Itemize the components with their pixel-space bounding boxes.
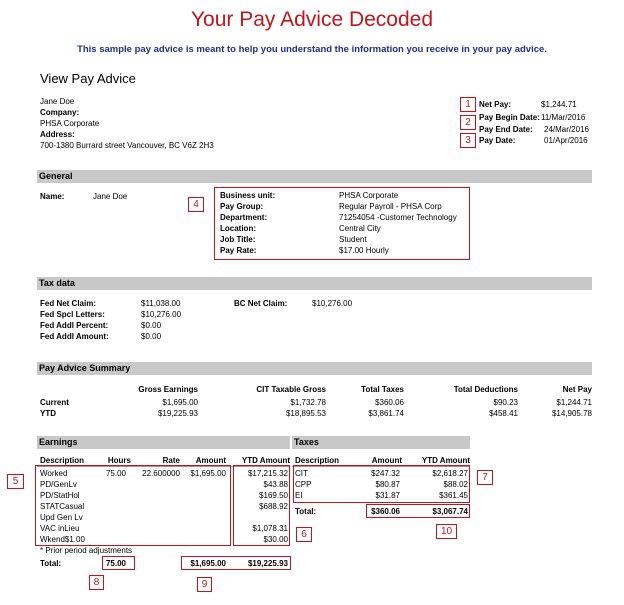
- pay-begin-value: 11/Mar/2016: [541, 113, 586, 122]
- detail-label-business-unit: Business unit:: [220, 191, 276, 200]
- page-subtitle: This sample pay advice is meant to help you understand the information you receive in your pay advice.: [77, 44, 547, 55]
- earnings-note: * Prior period adjustments: [40, 546, 133, 555]
- detail-label-pay-group: Pay Group:: [220, 202, 264, 211]
- detail-label-department: Department:: [220, 213, 268, 222]
- earnings-total-label: Total:: [40, 559, 62, 568]
- detail-label-location: Location:: [220, 224, 256, 233]
- summary-cell: $1,695.00: [162, 398, 198, 407]
- summary-cell: $19,225.93: [157, 409, 198, 418]
- summary-cell: $360.06: [375, 398, 404, 407]
- callout-9: 9: [197, 577, 212, 592]
- earnings-row-desc: Upd Gen Lv: [40, 513, 83, 522]
- summary-header: Pay Advice Summary: [37, 362, 592, 375]
- tax-value-bc-net-claim: $10,276.00: [312, 299, 353, 308]
- summary-row-ytd: YTD: [40, 409, 56, 418]
- pay-end-value: 24/Mar/2016: [544, 125, 589, 134]
- general-name-label: Name:: [40, 192, 65, 201]
- earnings-header: Earnings: [37, 436, 290, 449]
- employee-name: Jane Doe: [40, 97, 75, 106]
- taxes-row-desc: CPP: [295, 480, 312, 489]
- company-value: PHSA Corporate: [40, 119, 100, 128]
- callout-2: 2: [460, 115, 476, 130]
- earnings-row-ytd: $169.50: [259, 491, 288, 500]
- summary-cell: $458.41: [489, 409, 518, 418]
- tax-value-fed-addl-percent: $0.00: [141, 321, 162, 330]
- taxes-col-amount: Amount: [371, 456, 402, 465]
- pay-end-label: Pay End Date:: [479, 125, 533, 134]
- page-title: Your Pay Advice Decoded: [190, 8, 434, 31]
- detail-value-department: 71254054 -Customer Technology: [339, 213, 457, 222]
- summary-row-current: Current: [40, 398, 69, 407]
- taxes-row-amount: $247.32: [371, 469, 400, 478]
- taxes-total-label: Total:: [295, 507, 317, 516]
- taxes-row-desc: EI: [295, 491, 303, 500]
- tax-value-fed-spcl-letters: $10,276.00: [141, 310, 182, 319]
- summary-cell: $90.23: [493, 398, 518, 407]
- summary-cell: $18,895.53: [285, 409, 326, 418]
- taxes-col-ytd: YTD Amount: [421, 456, 470, 465]
- callout-1: 1: [460, 97, 476, 112]
- general-name-value: Jane Doe: [93, 192, 128, 201]
- tax-label-fed-addl-amount: Fed Addl Amount:: [40, 332, 109, 341]
- earnings-col-rate: Rate: [162, 456, 180, 465]
- summary-col-netpay: Net Pay: [562, 385, 592, 394]
- summary-cell: $1,244.71: [556, 398, 592, 407]
- pay-begin-label: Pay Begin Date:: [479, 113, 540, 122]
- earnings-row-hours: 75.00: [105, 469, 126, 478]
- earnings-row-rate: 22.600000: [142, 469, 180, 478]
- tax-label-fed-addl-percent: Fed Addl Percent:: [40, 321, 109, 330]
- net-pay-label: Net Pay:: [479, 100, 512, 109]
- taxes-row-amount: $31.87: [375, 491, 400, 500]
- earnings-row-desc: VAC inLieu: [40, 524, 80, 533]
- net-pay-value: $1,244.71: [541, 100, 577, 109]
- summary-col-gross: Gross Earnings: [138, 385, 198, 394]
- earnings-row-desc: PD/GenLv: [40, 480, 77, 489]
- detail-label-job-title: Job Title:: [220, 235, 256, 244]
- earnings-col-ytd: YTD Amount: [241, 456, 290, 465]
- earnings-total-amount: $1,695.00: [190, 559, 226, 568]
- company-label: Company:: [40, 108, 80, 117]
- general-header: General: [37, 170, 592, 183]
- section-heading: View Pay Advice: [40, 71, 136, 86]
- taxes-total-ytd: $3,067.74: [432, 507, 468, 516]
- address-value: 700-1380 Burrard street Vancouver, BC V6Z 2H3: [40, 141, 214, 150]
- taxes-header: Taxes: [292, 436, 470, 449]
- tax-value-fed-addl-amount: $0.00: [141, 332, 162, 341]
- summary-col-deductions: Total Deductions: [453, 385, 518, 394]
- callout-7: 7: [477, 470, 493, 485]
- callout-4: 4: [188, 197, 204, 212]
- taxes-col-description: Description: [295, 456, 340, 465]
- taxes-row-ytd: $2,618.27: [432, 469, 468, 478]
- address-label: Address:: [40, 130, 75, 139]
- earnings-col-description: Description: [40, 456, 85, 465]
- detail-label-pay-rate: Pay Rate:: [220, 246, 257, 255]
- earnings-row-amount: $1,695.00: [190, 469, 226, 478]
- earnings-row-desc: STATCasual: [40, 502, 85, 511]
- summary-cell: $3,861.74: [368, 409, 404, 418]
- earnings-total-hours: 75.00: [105, 559, 126, 568]
- tax-label-fed-net-claim: Fed Net Claim:: [40, 299, 97, 308]
- earnings-row-ytd: $1,078.31: [252, 524, 288, 533]
- detail-value-pay-group: Regular Payroll - PHSA Corp: [339, 202, 442, 211]
- detail-value-job-title: Student: [339, 235, 367, 244]
- pay-date-label: Pay Date:: [479, 136, 516, 145]
- taxes-row-desc: CIT: [295, 469, 308, 478]
- summary-cell: $14,905.78: [551, 409, 592, 418]
- callout-6: 6: [296, 527, 312, 542]
- callout-8: 8: [89, 575, 104, 590]
- summary-col-cit: CIT Taxable Gross: [256, 385, 326, 394]
- tax-label-bc-net-claim: BC Net Claim:: [234, 299, 288, 308]
- tax-value-fed-net-claim: $11,038.00: [141, 299, 181, 308]
- taxes-row-amount: $80.87: [375, 480, 400, 489]
- callout-10: 10: [436, 524, 457, 539]
- earnings-row-ytd: $688.92: [259, 502, 288, 511]
- tax-data-header: Tax data: [37, 277, 592, 290]
- taxes-row-ytd: $88.02: [443, 480, 468, 489]
- earnings-col-hours: Hours: [107, 456, 131, 465]
- tax-label-fed-spcl-letters: Fed Spcl Letters:: [40, 310, 105, 319]
- earnings-col-amount: Amount: [195, 456, 226, 465]
- detail-value-location: Central City: [339, 224, 381, 233]
- earnings-row-ytd: $17,215.32: [247, 469, 288, 478]
- detail-value-pay-rate: $17.00 Hourly: [339, 246, 389, 255]
- taxes-total-amount: $360.06: [371, 507, 400, 516]
- callout-3: 3: [460, 133, 476, 148]
- earnings-row-ytd: $43.88: [263, 480, 288, 489]
- earnings-row-desc: PD/StatHol: [40, 491, 80, 500]
- pay-date-value: 01/Apr/2016: [544, 136, 588, 145]
- earnings-row-desc: Wkend$1.00: [40, 535, 85, 544]
- detail-value-business-unit: PHSA Corporate: [339, 191, 399, 200]
- taxes-row-ytd: $361.45: [439, 491, 468, 500]
- callout-5: 5: [7, 474, 24, 489]
- summary-cell: $1,732.78: [290, 398, 326, 407]
- earnings-row-desc: Worked: [40, 469, 68, 478]
- earnings-row-ytd: $30.00: [263, 535, 288, 544]
- earnings-total-ytd: $19,225.93: [247, 559, 288, 568]
- summary-col-taxes: Total Taxes: [361, 385, 404, 394]
